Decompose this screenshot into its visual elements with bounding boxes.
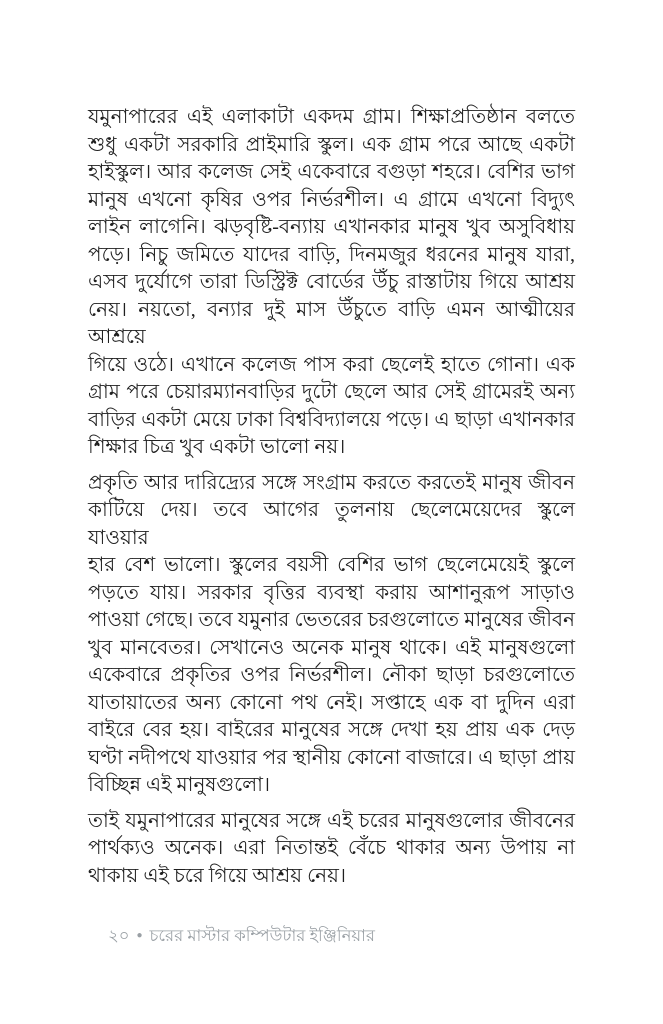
text-line: এসব দুর্যোগে তারা ডিস্ট্রিক্ট বোর্ডের উঁচু রাস্তাটায় গিয়ে আশ্রয়: [88, 271, 575, 293]
body-text: [88, 104, 575, 898]
text-line: হার বেশ ভালো। স্কুলের বয়সী বেশির ভাগ ছেলেমেয়েই স্কুলে: [88, 554, 575, 576]
text-line: পড়তে যায়। সরকার বৃত্তির ব্যবস্থা করায় আশানুরূপ সাড়াও: [88, 581, 575, 604]
text-line: পড়ে। নিচু জমিতে যাদের বাড়ি, দিনমজুর ধরনের মানুষ যারা,: [88, 243, 575, 266]
text-line: থাকায় এই চরে গিয়ে আশ্রয় নেয়।: [88, 864, 347, 887]
text-line: যমুনাপারের এই এলাকাটা একদম গ্রাম। শিক্ষাপ্রতিষ্ঠান বলতে: [88, 106, 575, 128]
text-line: লাইন লাগেনি। ঝড়বৃষ্টি-বন্যায় এখানকার মানুষ খুব অসুবিধায়: [88, 216, 575, 238]
page-number: ২০: [108, 926, 130, 945]
page-footer: [108, 925, 375, 947]
text-line: বাইরে বের হয়। বাইরের মানুষের সঙ্গে দেখা হয় প্রায় এক দেড়: [88, 719, 575, 741]
text-line: মানুষ এখনো কৃষির ওপর নির্ভরশীল। এ গ্রামে এখনো বিদ্যুৎ: [88, 188, 575, 211]
paragraph: [88, 104, 575, 462]
text-line: শিক্ষার চিত্র খুব একটা ভালো নয়।: [88, 436, 346, 458]
text-line: পাওয়া গেছে। তবে যমুনার ভেতরের চরগুলোতে মানুষের জীবন: [88, 609, 575, 631]
text-line: তাই যমুনাপারের মানুষের সঙ্গে এই চরের মানুষগুলোর জীবনের: [88, 809, 575, 832]
text-line: শুধু একটা সরকারি প্রাইমারি স্কুল। এক গ্রাম পরে আছে একটা: [88, 133, 575, 156]
bullet-separator-icon: ●: [136, 930, 143, 941]
text-line: বিচ্ছিন্ন এই মানুষগুলো।: [88, 774, 271, 796]
text-line: বাড়ির একটা মেয়ে ঢাকা বিশ্ববিদ্যালয়ে পড়ে। এ ছাড়া এখানকার: [88, 408, 575, 431]
text-line: একেবারে প্রকৃতির ওপর নির্ভরশীল। নৌকা ছাড়া চরগুলোতে: [88, 664, 575, 686]
paragraph: [88, 470, 575, 800]
text-line: যাতায়াতের অন্য কোনো পথ নেই। সপ্তাহে এক বা দুদিন এরা: [88, 691, 575, 714]
text-line: কাটিয়ে দেয়। তবে আগের তুলনায় ছেলেমেয়েদের স্কুলে যাওয়ার: [88, 499, 575, 549]
text-line: ঘণ্টা নদীপথে যাওয়ার পর স্থানীয় কোনো বাজারে। এ ছাড়া প্রায়: [88, 746, 575, 769]
book-title: চরের মাস্টার কম্পিউটার ইঞ্জিনিয়ার: [149, 926, 375, 945]
text-line: হাইস্কুল। আর কলেজ সেই একেবারে বগুড়া শহরে। বেশির ভাগ: [88, 161, 575, 183]
text-line: প্রকৃতি আর দারিদ্র্যের সঙ্গে সংগ্রাম করতে করতেই মানুষ জীবন: [88, 471, 575, 494]
text-line: গ্রাম পরে চেয়ারম্যানবাড়ির দুটো ছেলে আর সেই গ্রামেরই অন্য: [88, 381, 575, 403]
text-line: পার্থক্যও অনেক। এরা নিতান্তই বেঁচে থাকার অন্য উপায় না: [88, 837, 575, 859]
text-line: খুব মানবেতর। সেখানেও অনেক মানুষ থাকে। এই মানুষগুলো: [88, 636, 575, 659]
text-line: নেয়। নয়তো, বন্যার দুই মাস উঁচুতে বাড়ি এমন আত্মীয়ের আশ্রয়ে: [88, 298, 575, 348]
text-line: গিয়ে ওঠে। এখানে কলেজ পাস করা ছেলেই হাতে গোনা। এক: [88, 353, 575, 376]
paragraph: [88, 808, 575, 891]
